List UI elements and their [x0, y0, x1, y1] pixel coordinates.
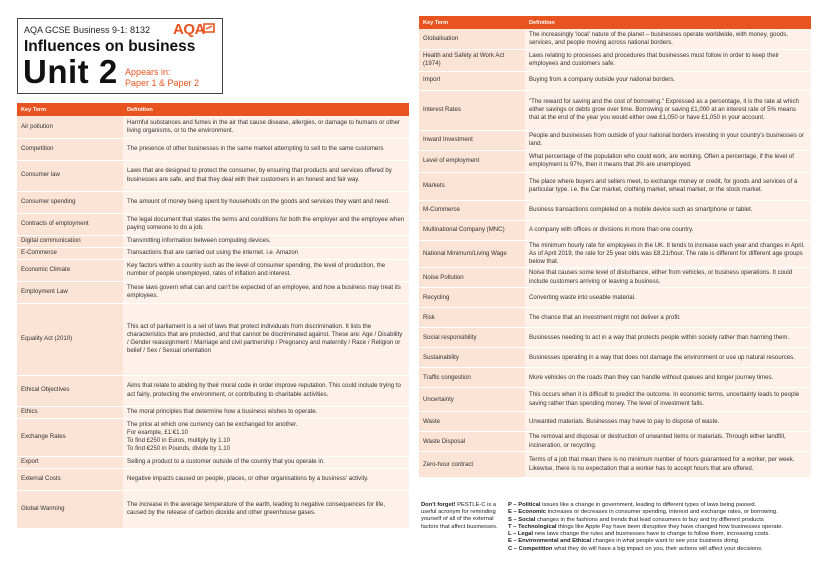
term-cell: Competition — [17, 138, 123, 160]
term-cell: M-Commerce — [419, 200, 525, 220]
table-header-row — [419, 16, 811, 29]
key-term-header: Key Term — [17, 103, 123, 116]
table-row — [17, 490, 409, 528]
definition-cell: This act of parliament is a set of laws that protect individuals from discrimination. It lists the characteristics that are protected, and that cannot be discriminated against. These are: Age / Disability / Gender reassignment / Marriage and civil partnership / Pregnancy and maternity / Race / Religion or belief / Sex / Sexual orientation — [123, 303, 409, 375]
unit-header — [17, 18, 223, 94]
pestle-text: changes in the fashions and trends that lead consumers to buy and try different products — [537, 516, 764, 523]
term-cell: Consumer law — [17, 160, 123, 191]
pestle-key: L – Legal — [508, 531, 534, 537]
table-row — [17, 160, 409, 191]
term-cell: Waste — [419, 412, 525, 432]
table-row — [419, 150, 811, 172]
table-row — [17, 456, 409, 468]
definition-cell: People and businesses from outside of your national borders investing in your country's businesses or land. — [525, 130, 811, 150]
pestle-item — [508, 517, 813, 524]
definition-cell: The legal document that states the terms and conditions for both the employer and the employee when paying someone to do a job. — [123, 213, 409, 235]
pestle-text: increases or decreases in consumer spending, interest and exchange rates, or borrowing. — [547, 509, 778, 516]
page-title: Influences on business — [24, 38, 196, 55]
definition-cell: The place where buyers and sellers meet, to exchange money or credit, for goods and services of a particular type. i.e. the Car market, clothing market, wheat market, or the stock market. — [525, 172, 811, 200]
right-column — [419, 16, 811, 552]
table-row — [419, 412, 811, 432]
table-row — [419, 29, 811, 49]
definition-cell: Negative impacts caused on people, places, or other organisations by a business' activity. — [123, 468, 409, 490]
definition-cell: Laws that are designed to protect the consumer, by ensuring that products and services offered by businesses are safe, and that they deal with their customers in an honest and fair way. — [123, 160, 409, 191]
term-cell: Inward Investment — [419, 130, 525, 150]
term-cell: Interest Rates — [419, 90, 525, 130]
pestle-item — [508, 538, 813, 545]
table-header-row — [17, 103, 409, 116]
definition-cell: This occurs when it is difficult to predict the outcome. In economic terms, uncertainty leads to people saving rather than spending money. The level of investment falls. — [525, 388, 811, 412]
table-row — [419, 71, 811, 90]
table-row — [17, 213, 409, 235]
term-cell: Equality Act (2010) — [17, 303, 123, 375]
table-row — [17, 235, 409, 247]
right-table-body — [419, 29, 811, 478]
pestle-item — [508, 509, 813, 516]
term-cell: Sustainability — [419, 348, 525, 368]
left-table-body — [17, 116, 409, 528]
course-code: AQA GCSE Business 9-1: 8132 — [24, 25, 151, 35]
table-row — [419, 172, 811, 200]
table-row — [419, 348, 811, 368]
table-row — [17, 138, 409, 160]
definition-cell: Noise that causes some level of disturbance, either from vehicles, or business operations. It could include customers arriving or leaving a business. — [525, 268, 811, 288]
pestle-item — [508, 524, 813, 531]
term-cell: Markets — [419, 172, 525, 200]
table-row — [17, 247, 409, 259]
definition-cell: The price at which one currency can be exchanged for another. For example, £1:€1.10 To find £250 in Euros, multiply by 1.10 To find €250 in Pounds, divide by 1.10 — [123, 418, 409, 456]
definition-cell: Selling a product to a customer outside of the country that you operate in. — [123, 456, 409, 468]
term-cell: Import — [419, 71, 525, 90]
appears-in — [125, 67, 199, 89]
pestle-key: T – Technological — [508, 523, 557, 530]
definition-cell: Unwanted materials. Businesses may have to pay to dispose of waste. — [525, 412, 811, 432]
key-term-header: Key Term — [419, 16, 525, 29]
table-row — [419, 388, 811, 412]
table-row — [419, 368, 811, 388]
table-row — [17, 281, 409, 303]
key-terms-table-right — [419, 16, 811, 478]
pestle-key: C – Competition — [508, 545, 553, 552]
term-cell: Noise Pollution — [419, 268, 525, 288]
definition-cell: "The reward for saving and the cost of borrowing." Expressed as a percentage, it is the rate at which either savings or debts grow over time. Borrowing or saving £1,000 at an interest rate of 5% means that at the end of the year you would either owe £1,050 or have £1,050 in your account. — [525, 90, 811, 130]
table-row — [419, 328, 811, 348]
definition-cell: The increasingly 'local' nature of the planet – businesses operate worldwide, with money, goods, services, and people moving across national borders. — [525, 29, 811, 49]
definition-cell: Harmful substances and fumes in the air that cause disease, allergies, or damage to humans or other living organisms, or to the environment. — [123, 116, 409, 138]
table-row — [419, 130, 811, 150]
table-row — [419, 200, 811, 220]
definition-cell: A company with offices or divisions in more than one country. — [525, 220, 811, 240]
note-text: PESTLE-C is a useful acronym for reminding yourself of all of the external factors that affect businesses. — [421, 502, 498, 530]
pestle-item — [508, 546, 813, 553]
term-cell: E-Commerce — [17, 247, 123, 259]
table-row — [17, 303, 409, 375]
definition-cell: These laws govern what can and can't be expected of an employee, and how a business may treat its employees. — [123, 281, 409, 303]
pestle-key: E – Environmental and Ethical — [508, 538, 592, 545]
definition-header: Definition — [525, 16, 811, 29]
left-column — [17, 18, 409, 529]
definition-cell: The minimum hourly rate for employees in the UK. It tends to increase each year and changes in April. As of April 2019, the rate for 25 year olds was £8.21/hour. The rate is different for different age groups below that. — [525, 240, 811, 268]
term-cell: Contracts of employment — [17, 213, 123, 235]
table-row — [419, 240, 811, 268]
term-cell: Export — [17, 456, 123, 468]
table-row — [17, 406, 409, 418]
table-row — [17, 191, 409, 213]
definition-cell: Buying from a company outside your national borders. — [525, 71, 811, 90]
definition-cell: What percentage of the population who could work, are working. Often a percentage, if the level of employment is 97%, then it means that 3% are unemployed. — [525, 150, 811, 172]
pestle-item — [508, 502, 813, 509]
term-cell: Uncertainty — [419, 388, 525, 412]
table-row — [419, 452, 811, 478]
table-row — [17, 375, 409, 406]
table-row — [419, 220, 811, 240]
definition-cell: Businesses needing to act in a way that protects people within society rather than harming them. — [525, 328, 811, 348]
term-cell: Ethical Objectives — [17, 375, 123, 406]
aqa-logo: AQA — [173, 21, 205, 38]
table-row — [419, 90, 811, 130]
definition-cell: Businesses operating in a way that does not damage the environment or use up natural resources. — [525, 348, 811, 368]
definition-cell: The moral principles that determine how a business wishes to operate. — [123, 406, 409, 418]
term-cell: Recycling — [419, 288, 525, 308]
table-row — [17, 116, 409, 138]
definition-cell: Business transactions completed on a mobile device such as smartphone or tablet. — [525, 200, 811, 220]
pestle-text: new laws change the rules and businesses have to change to follow them, increasing costs. — [534, 531, 770, 537]
term-cell: Global Warming — [17, 490, 123, 528]
term-cell: External Costs — [17, 468, 123, 490]
note-heading: Don't forget! — [421, 502, 456, 508]
key-terms-table-left — [17, 103, 409, 529]
definition-cell: The removal and disposal or destruction of unwanted items or materials. Through either landfill, incineration, or recycling. — [525, 432, 811, 452]
term-cell: Health and Safety at Work Act (1974) — [419, 49, 525, 71]
term-cell: Economic Climate — [17, 259, 123, 281]
table-row — [419, 268, 811, 288]
definition-header: Definition — [123, 103, 409, 116]
table-row — [419, 49, 811, 71]
appears-label: Appears in: — [125, 67, 171, 77]
term-cell: Ethics — [17, 406, 123, 418]
term-cell: Employment Law — [17, 281, 123, 303]
pestle-text: issues like a change in government, leading to different types of laws being passed. — [542, 502, 757, 508]
definition-cell: The increase in the average temperature of the earth, leading to negative consequences for life, caused by the release of carbon dioxide and other greenhouse gases. — [123, 490, 409, 528]
pestle-text: what they do will have a big impact on you, their actions will affect your decisions. — [554, 545, 763, 552]
term-cell: Zero-hour contract — [419, 452, 525, 478]
term-cell: Level of employment — [419, 150, 525, 172]
term-cell: Traffic congestion — [419, 368, 525, 388]
definition-cell: Transmitting information between computing devices. — [123, 235, 409, 247]
definition-cell: Converting waste into useable material. — [525, 288, 811, 308]
term-cell: Globalisation — [419, 29, 525, 49]
table-row — [419, 432, 811, 452]
aqa-logo-icon — [203, 23, 215, 33]
definition-cell: Transactions that are carried out using the internet. i.e. Amazon — [123, 247, 409, 259]
term-cell: Risk — [419, 308, 525, 328]
term-cell: Exchange Rates — [17, 418, 123, 456]
unit-number: Unit 2 — [23, 53, 118, 90]
term-cell: Social responsibility — [419, 328, 525, 348]
definition-cell: Aims that relate to abiding by their moral code in order improve reputation. This could include trying to act fairly, protecting the environment, or contributing to charitable activities. — [123, 375, 409, 406]
definition-cell: The amount of money being spent by households on the goods and services they want and need. — [123, 191, 409, 213]
table-row — [17, 468, 409, 490]
pestle-key: P – Political — [508, 502, 541, 508]
term-cell: Multinational Company (MNC) — [419, 220, 525, 240]
table-row — [419, 288, 811, 308]
pestle-item — [508, 531, 813, 538]
term-cell: Air pollution — [17, 116, 123, 138]
definition-cell: Terms of a job that mean there is no minimum number of hours guaranteed for a worker, per week. Likewise, there is no expectation that a worker has to accept hours that are offered. — [525, 452, 811, 478]
term-cell: National Minimum/Living Wage — [419, 240, 525, 268]
pestle-text: things like Apple Pay have been disruptive they have changed how businesses operate. — [558, 523, 784, 530]
definition-cell: The chance that an investment might not deliver a profit. — [525, 308, 811, 328]
definition-cell: More vehicles on the roads than they can handle without queues and longer journey times. — [525, 368, 811, 388]
term-cell: Waste Disposal — [419, 432, 525, 452]
pestle-note — [421, 502, 503, 531]
appears-papers: Paper 1 & Paper 2 — [125, 78, 200, 88]
pestle-text: changes in what people want to see your business doing — [592, 538, 739, 545]
definition-cell: The presence of other businesses in the same market attempting to sell to the same customers — [123, 138, 409, 160]
pestle-key: S – Social — [508, 516, 536, 523]
definition-cell: Key factors within a country such as the level of consumer spending, the level of production, the number of people unemployed, rates of inflation and interest. — [123, 259, 409, 281]
pestle-key: E – Economic — [508, 509, 547, 516]
table-row — [17, 418, 409, 456]
term-cell: Digital communication — [17, 235, 123, 247]
definition-cell: Laws relating to processes and procedures that businesses must follow in order to keep their employees and customers safe. — [525, 49, 811, 71]
table-row — [17, 259, 409, 281]
table-row — [419, 308, 811, 328]
term-cell: Consumer spending — [17, 191, 123, 213]
pestle-list — [508, 502, 813, 553]
